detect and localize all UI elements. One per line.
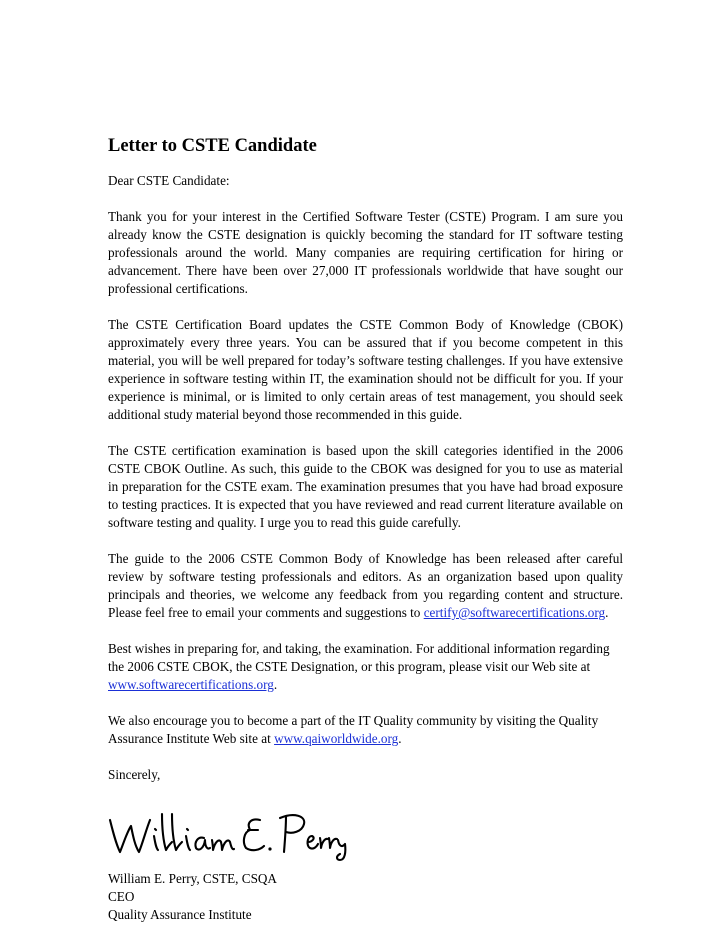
paragraph-6-text: We also encourage you to become a part of the IT Quality community by visiting the Quality Assurance Institute Web site at xyxy=(108,713,599,746)
signature-image xyxy=(104,802,352,862)
closing: Sincerely, xyxy=(108,767,161,782)
paragraph-5-end: . xyxy=(273,677,278,692)
paragraph-5 xyxy=(108,640,623,694)
paragraph-4-end: . xyxy=(605,605,609,620)
letter-content xyxy=(108,134,623,924)
paragraph-2: The CSTE Certification Board updates the CSTE Common Body of Knowledge (CBOK) approximately every three years. You can be assured that if you become competent in this material, you will be well prepared for today’s software testing challenges. If you have extensive experience in software testing within IT, the examination should not be difficult for you. If your experience is minimal, or is limited to only certain areas of test management, you should seek additional study material beyond those recommended in this guide. xyxy=(108,317,623,422)
signer-title: CEO xyxy=(108,889,135,904)
salutation: Dear CSTE Candidate: xyxy=(108,173,230,188)
certify-email-link[interactable]: certify@softwarecertifications.org xyxy=(423,605,606,620)
paragraph-3: The CSTE certification examination is based upon the skill categories identified in the 2006 CSTE CBOK Outline. As such, this guide to the CBOK was designed for you to use as material in preparation for the CSTE exam. The examination presumes that you have had broad exposure to testing practices. It is expected that you have reviewed and read current literature available on software testing and quality. I urge you to read this guide carefully. xyxy=(108,443,623,530)
softwarecertifications-link[interactable]: www.softwarecertifications.org xyxy=(108,677,274,692)
paragraph-4 xyxy=(108,550,623,622)
signer-organization: Quality Assurance Institute xyxy=(108,907,252,922)
paragraph-5-text: Best wishes in preparing for, and taking, the examination. For additional information regarding the 2006 CSTE CBOK, the CSTE Designation, or this program, please visit our Web site at xyxy=(108,641,610,674)
paragraph-6-end: . xyxy=(398,731,402,746)
paragraph-6 xyxy=(108,712,623,748)
signer-name: William E. Perry, CSTE, CSQA xyxy=(108,871,277,886)
qaiworldwide-link[interactable]: www.qaiworldwide.org xyxy=(274,731,399,746)
letter-title: Letter to CSTE Candidate xyxy=(108,136,317,156)
paragraph-4-text: The guide to the 2006 CSTE Common Body of Knowledge has been released after careful review by software testing professionals and editors. As an organization based upon quality principals and theories, we welcome any feedback from you regarding content and structure. Please feel free to email your comments and suggestions to xyxy=(108,551,623,620)
paragraph-1: Thank you for your interest in the Certified Software Tester (CSTE) Program. I am sure you already know the CSTE designation is quickly becoming the standard for IT software testing professionals around the world. Many companies are requiring certification for hiring or advancement. There have been over 27,000 IT professionals worldwide that have sought our professional certifications. xyxy=(108,209,623,296)
signer-block xyxy=(108,870,623,924)
